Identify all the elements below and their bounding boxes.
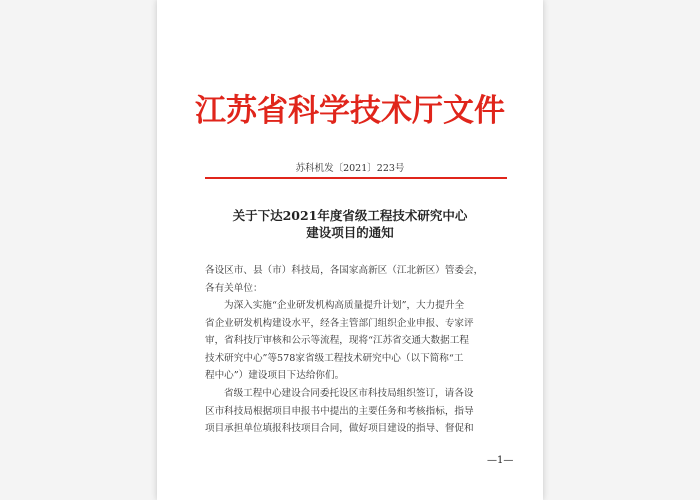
page-number: —1— xyxy=(487,455,514,466)
paragraph-line: 省级工程中心建设合同委托设区市科技局组织签订，请各设 xyxy=(224,388,474,399)
document-page xyxy=(157,0,543,500)
paragraph-line: 省企业研发机构建设水平，经各主管部门组织企业申报、专家评 xyxy=(205,317,474,329)
salutation-line: 各有关单位： xyxy=(205,282,263,294)
paragraph-line: 为深入实施“企业研发机构高质量提升计划”，大力提升全 xyxy=(224,300,465,311)
notice-title-line-2: 建设项目的通知 xyxy=(306,225,394,240)
salutation xyxy=(205,262,505,297)
paragraph-line: 程中心”）建设项目下达给你们。 xyxy=(205,370,345,381)
notice-title xyxy=(157,207,543,241)
document-number: 苏科机发〔2021〕223号 xyxy=(295,163,405,174)
paragraph-line: 项目承担单位填报科技项目合同，做好项目建设的指导、督促和 xyxy=(205,423,474,434)
paragraph-line: 区市科技局根据项目申报书中提出的主要任务和考核指标，指导 xyxy=(205,405,474,417)
paragraph-1 xyxy=(205,297,505,385)
paragraph-line: 审，省科技厅审核和公示等流程，现将“江苏省交通大数据工程 xyxy=(205,335,469,346)
document-header-title: 江苏省科学技术厅文件 xyxy=(195,93,505,129)
salutation-line: 各设区市、县（市）科技局，各国家高新区（江北新区）管委会， xyxy=(205,265,484,276)
paragraph-line: 技术研究中心”等578家省级工程技术研究中心（以下简称“工 xyxy=(205,352,464,364)
red-divider-line xyxy=(205,177,507,179)
notice-title-line-1: 关于下达2021年度省级工程技术研究中心 xyxy=(232,208,468,223)
paragraph-2 xyxy=(205,385,505,438)
